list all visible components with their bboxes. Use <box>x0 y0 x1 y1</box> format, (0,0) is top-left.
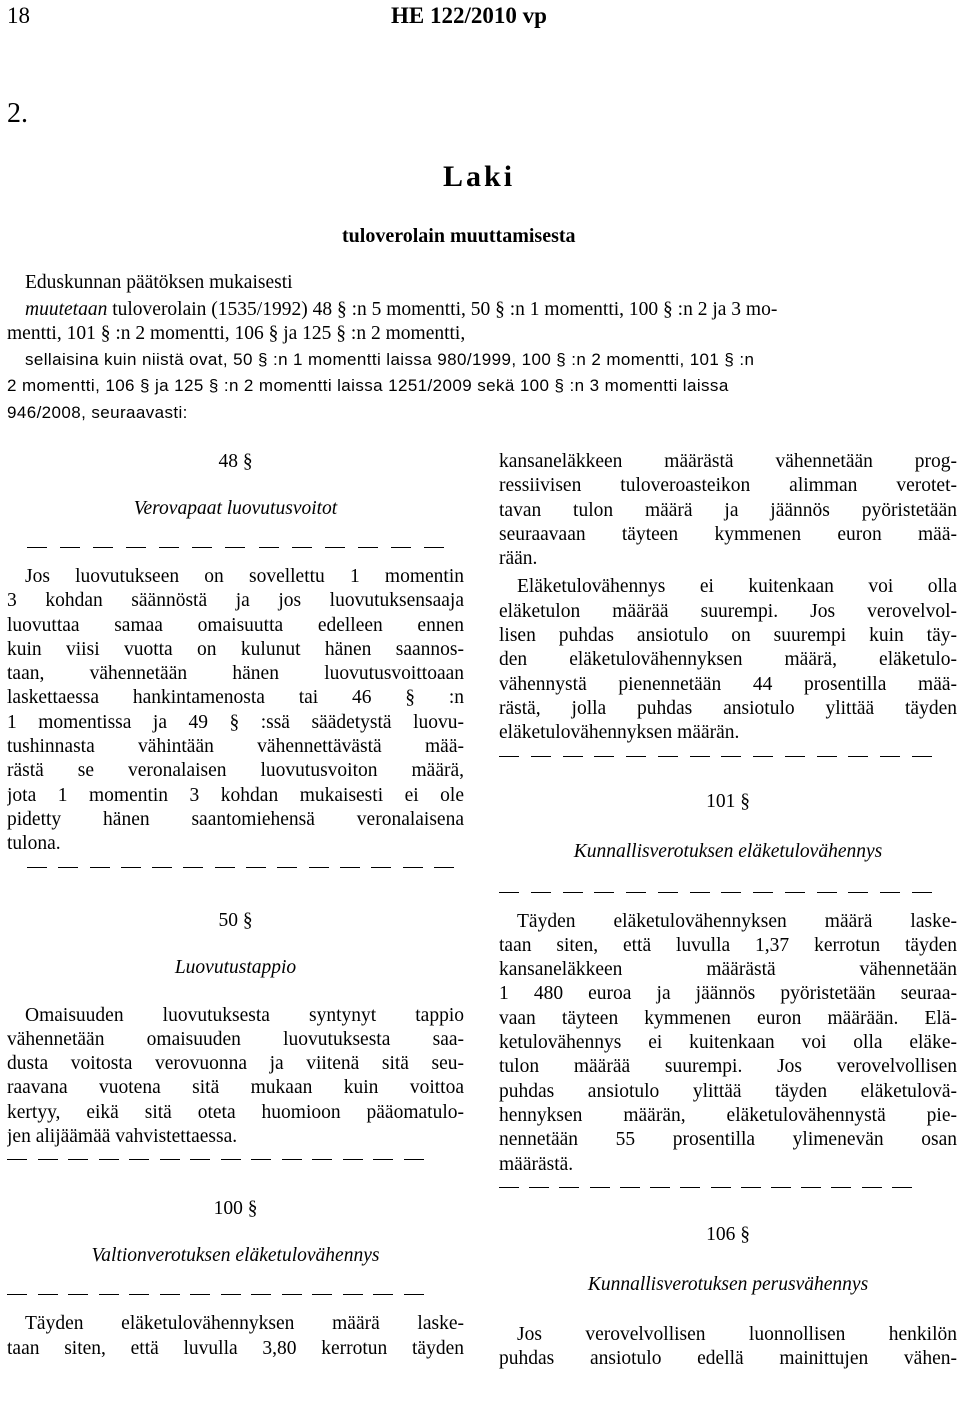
section-101-title: Kunnallisverotuksen eläketulovähennys <box>573 840 883 862</box>
omission-dashes <box>499 750 932 762</box>
text-line: tushinnasta vähintään vähennettävästä mää- <box>7 736 464 758</box>
text-line: 1 momentissa ja 49 § :ssä säädetystä luovu- <box>7 711 464 733</box>
text-line: vaan täyteen kymmenen euron määrään. Elä- <box>499 1007 957 1029</box>
intro-amend-word: muutetaan <box>25 299 108 320</box>
text-line: Jos verovelvollisen luonnollisen henkilön <box>517 1323 957 1345</box>
section-48-title: Verovapaat luovutusvoitot <box>133 498 338 519</box>
intro-line-5: 2 momentti, 106 § ja 125 § :n 2 momentti laissa 1251/2009 sekä 100 § :n 3 momentti laissa <box>7 376 729 395</box>
section-106-number: 106 § <box>706 1223 750 1245</box>
text-line: ketulovähennys ei kuitenkaan voi olla eläke- <box>499 1032 957 1054</box>
intro-line-1: Eduskunnan päätöksen mukaisesti <box>25 272 293 293</box>
text-line: seuraavaan täyteen kymmenen euron mää- <box>499 523 957 545</box>
intro-line-6: 946/2008, seuraavasti: <box>7 403 188 422</box>
omission-dashes <box>499 1181 912 1193</box>
page-number: 18 <box>7 3 30 28</box>
text-line: ressiivisen tuloveroasteikon alimman verotet- <box>499 475 957 497</box>
section-50-title: Luovutustappio <box>174 956 297 978</box>
omission-dashes <box>27 541 444 553</box>
section-50-paragraph <box>7 1004 464 1150</box>
omission-dashes <box>7 1153 424 1165</box>
intro-line-3: mentti, 101 § :n 2 momentti, 106 § ja 125 § :n 2 momentti, <box>7 323 466 344</box>
text-line: määrästä. <box>499 1153 574 1175</box>
text-line: nennetään 55 prosentilla ylimenevän osan <box>499 1129 957 1151</box>
text-line: laskettaessa hankintamenosta tai 46 § :n <box>7 687 464 709</box>
text-line: vähennetään omaisuuden luovutuksesta saa- <box>7 1028 464 1050</box>
text-line: taan, vähennetään hänen luovutusvoittoaan <box>7 663 464 685</box>
intro-line-2 <box>25 298 777 322</box>
text-line: 1 480 euroa ja jäännös pyöristetään seuraa- <box>499 983 957 1005</box>
text-line: tavan tulon määrä ja jäännös pyöristetään <box>499 499 957 521</box>
section-101-paragraph <box>499 910 957 1177</box>
section-106-title: Kunnallisverotuksen perusvähennys <box>587 1273 869 1295</box>
text-line: lisen puhdas ansiotulo on suurempi kuin täy- <box>499 625 957 647</box>
section-48-number: 48 § <box>218 451 253 472</box>
section-100-number: 100 § <box>213 1198 258 1220</box>
text-line: Jos luovutukseen on sovellettu 1 momentin <box>25 566 464 587</box>
section-100-paragraph <box>7 1312 464 1361</box>
text-line: kertyy, eikä sitä oteta huomioon pääomatulo- <box>7 1101 464 1123</box>
text-line: hennyksen määrän, eläketulovähennystä pie- <box>499 1104 957 1126</box>
text-line: kuin viisi vuotta on kulunut hänen saannos- <box>7 638 464 660</box>
text-line: kansaneläkkeen määrästä vähennetään <box>499 959 957 981</box>
text-line: jota 1 momentin 3 kohdan mukaisesti ei ole <box>7 784 464 806</box>
law-subtitle: tuloverolain muuttamisesta <box>342 225 576 247</box>
text-line: eläketulon määrää suurempi. Jos verovelvol- <box>499 600 957 622</box>
text-line: 3 kohdan säännöstä ja jos luovutuksensaaja <box>7 590 464 612</box>
section-100-continued-paragraph-2 <box>499 575 957 745</box>
text-line: Eläketulovähennys ei kuitenkaan voi olla <box>517 576 957 598</box>
omission-dashes <box>27 861 454 873</box>
text-line: raavana vuotena sitä mukaan kuin voittoa <box>7 1077 464 1099</box>
section-100-title: Valtionverotuksen eläketulovähennys <box>91 1245 380 1267</box>
text-line: taan siten, että luvulla 1,37 kerrotun täyden <box>499 934 957 956</box>
text-line: jen alijäämää vahvistettaessa. <box>7 1126 238 1148</box>
bill-number: 2. <box>7 98 28 129</box>
text-line: luovuttaa samaa omaisuutta edelleen ennen <box>7 614 464 636</box>
section-101-number: 101 § <box>706 790 750 812</box>
right-column <box>499 450 957 1371</box>
text-line: Täyden eläketulovähennyksen määrä laske- <box>517 910 957 932</box>
left-column <box>7 450 464 1361</box>
omission-dashes <box>499 886 932 898</box>
intro-line-4: sellaisina kuin niistä ovat, 50 § :n 1 momentti laissa 980/1999, 100 § :n 2 momentti, 101 § :n <box>25 350 755 369</box>
section-100-continued-paragraph-1 <box>499 450 957 571</box>
section-106-paragraph <box>499 1323 957 1372</box>
text-line: den eläketulovähennyksen määrä, eläketulo- <box>499 649 957 671</box>
text-line: rästä se veronalaisen luovutusvoiton määrä, <box>7 760 464 782</box>
text-line: pidetty hänen saantomiehensä veronalaisena <box>7 808 464 830</box>
text-line: Täyden eläketulovähennyksen määrä laske- <box>25 1313 464 1335</box>
text-line: rästä, jolla puhdas ansiotulo ylittää täyden <box>499 697 957 719</box>
text-line: eläketulovähennyksen määrän. <box>499 722 740 744</box>
text-line: kansaneläkkeen määrästä vähennetään prog- <box>499 451 957 472</box>
section-50-number: 50 § <box>218 909 253 931</box>
text-line: rään. <box>499 548 538 570</box>
text-line: taan siten, että luvulla 3,80 kerrotun täyden <box>7 1337 464 1359</box>
text-line: puhdas ansiotulo ylittää täyden eläketulovä- <box>499 1080 957 1102</box>
text-line: Omaisuuden luovutuksesta syntynyt tappio <box>25 1004 464 1026</box>
text-line: tulon määrää suurempi. Jos verovelvollisen <box>499 1056 957 1078</box>
intro-line-2-rest: tuloverolain (1535/1992) 48 § :n 5 momentti, 50 § :n 1 momentti, 100 § :n 2 ja 3 mo- <box>107 299 778 320</box>
section-48-paragraph <box>7 565 464 857</box>
text-line: vähennystä pienennetään 44 prosentilla mää- <box>499 673 957 695</box>
text-line: dusta voitosta verovuonna ja viitenä sitä seu- <box>7 1053 464 1075</box>
text-line: puhdas ansiotulo edellä mainittujen vähen- <box>499 1348 957 1370</box>
omission-dashes <box>7 1288 424 1300</box>
text-line: tulona. <box>7 833 61 855</box>
document-id: HE 122/2010 vp <box>391 3 547 28</box>
law-title: Laki <box>443 160 516 193</box>
